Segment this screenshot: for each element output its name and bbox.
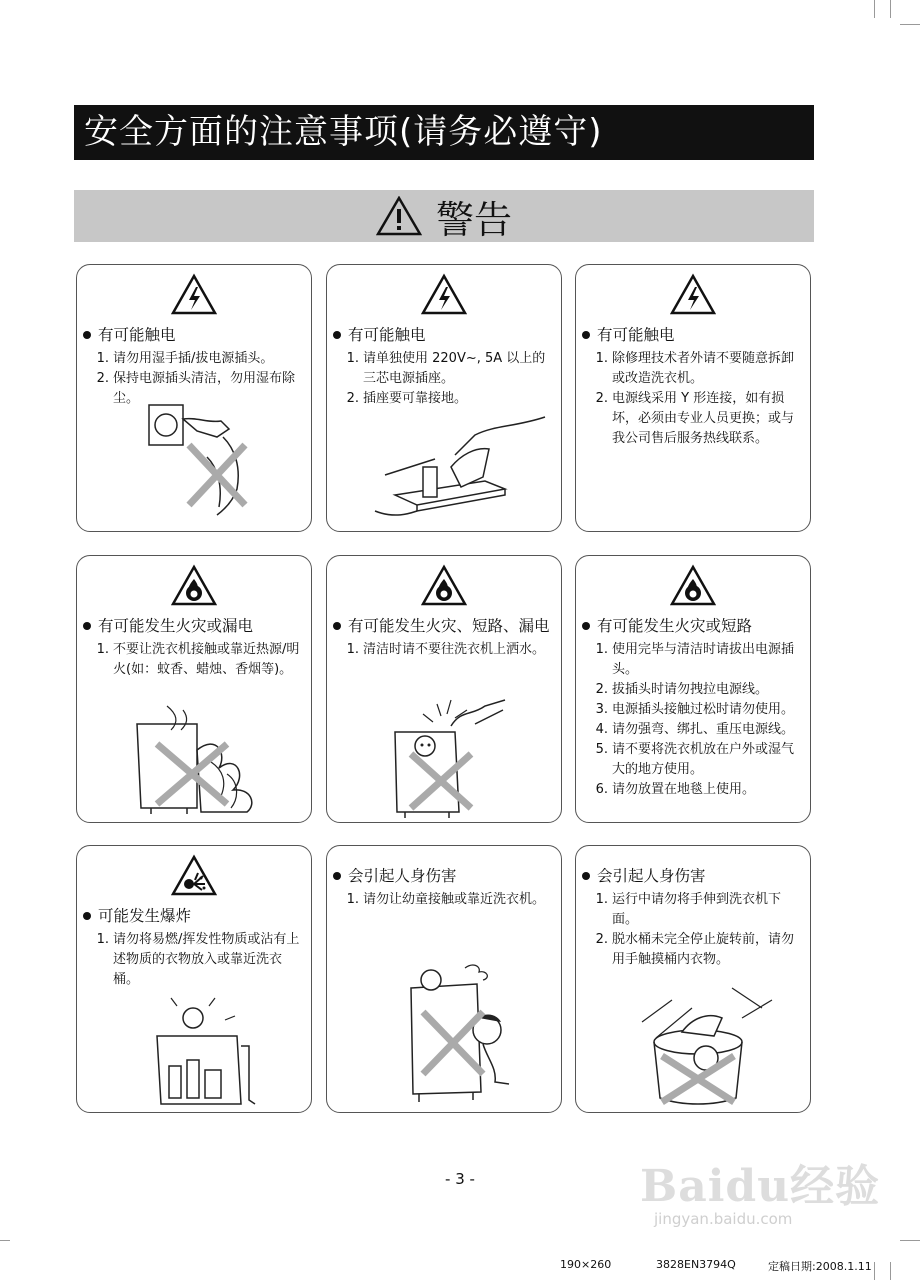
card-heading: 可能发生爆炸 <box>83 906 311 927</box>
warning-card-2 <box>326 264 562 532</box>
card-list: 1. 请勿让幼童接触或靠近洗衣机。 <box>346 892 546 907</box>
crop-mark <box>900 1240 920 1241</box>
warning-card-3 <box>575 264 811 532</box>
fire-icon <box>670 564 716 608</box>
crop-mark <box>890 1262 891 1280</box>
card-list: 1. 清洁时请不要往洗衣机上洒水。 <box>346 642 546 657</box>
footer-code: 3828EN3794Q <box>656 1258 736 1271</box>
card-heading: 有可能触电 <box>333 325 561 346</box>
card-list: 1. 使用完毕与清洁时请拔出电源插头。 2. 拔插头时请勿拽拉电源线。 3. 电源插头接触过松时请勿使用。 4. 请勿强弯、绑扎、重压电源线。 5. 请不要将洗衣机放在户外或湿气大的地方使用。 6. 请勿放置在地毯上使用。 <box>595 642 795 797</box>
electric-shock-icon <box>670 273 716 317</box>
card-heading: 会引起人身伤害 <box>582 866 810 887</box>
crop-mark <box>874 0 875 18</box>
crop-mark <box>874 1262 875 1280</box>
card-heading: 会引起人身伤害 <box>333 866 561 887</box>
fire-icon <box>421 564 467 608</box>
warning-banner <box>74 190 814 242</box>
warning-card-6 <box>575 555 811 823</box>
crop-mark <box>890 0 891 18</box>
warning-triangle-icon <box>376 196 422 236</box>
card-heading: 有可能发生火灾、短路、漏电 <box>333 616 561 637</box>
footer-size: 190×260 <box>560 1258 612 1271</box>
page-number: - 3 - <box>445 1170 475 1188</box>
card-list: 1. 请勿将易燃/挥发性物质或沾有上述物质的衣物放入或靠近洗衣桶。 <box>96 932 300 987</box>
warning-card-9 <box>575 845 811 1113</box>
card-list: 1. 不要让洗衣机接触或靠近热源/明火(如：蚊香、蜡烛、香烟等)。 <box>96 642 300 677</box>
child-illustration <box>387 958 527 1108</box>
card-list: 1. 除修理技术者外请不要随意拆卸或改造洗衣机。 2. 电源线采用 Y 形连接，如有损坏，必须由专业人员更换；或与我公司售后服务热线联系。 <box>595 351 795 446</box>
electric-shock-icon <box>421 273 467 317</box>
warning-card-8 <box>326 845 562 1113</box>
plug-illustration <box>137 397 267 517</box>
footer-date: 定稿日期:2008.1.11 <box>768 1260 872 1273</box>
spin-tub-illustration <box>622 978 782 1108</box>
water-spray-illustration <box>375 696 515 820</box>
fire-illustration <box>127 704 277 816</box>
warning-card-1 <box>76 264 312 532</box>
card-list: 1. 请勿用湿手插/拔电源插头。 2. 保持电源插头清洁，勿用湿布除尘。 <box>96 351 296 406</box>
card-heading: 有可能触电 <box>83 325 311 346</box>
crop-mark <box>900 24 920 25</box>
warning-card-4 <box>76 555 312 823</box>
watermark-url: jingyan.baidu.com <box>654 1210 793 1228</box>
page-title: 安全方面的注意事项(请务必遵守) <box>74 105 814 160</box>
watermark <box>640 1150 880 1228</box>
electric-shock-icon <box>171 273 217 317</box>
warning-label: 警告 <box>435 197 512 242</box>
warning-card-5 <box>326 555 562 823</box>
card-heading: 有可能触电 <box>582 325 810 346</box>
explosion-illustration <box>137 996 277 1108</box>
card-heading: 有可能发生火灾或短路 <box>582 616 810 637</box>
explosion-icon <box>171 854 217 898</box>
warning-card-7 <box>76 845 312 1113</box>
card-heading: 有可能发生火灾或漏电 <box>83 616 311 637</box>
fire-icon <box>171 564 217 608</box>
card-list: 1. 请单独使用 220V~, 5A 以上的三芯电源插座。 2. 插座要可靠接地。 <box>346 351 546 406</box>
watermark-brand: Baidu经验 <box>640 1161 881 1212</box>
power-strip-illustration <box>365 415 555 523</box>
card-list: 1. 运行中请勿将手伸到洗衣机下面。 2. 脱水桶未完全停止旋转前，请勿用手触摸桶内衣物。 <box>595 892 795 967</box>
crop-mark <box>0 1240 10 1241</box>
